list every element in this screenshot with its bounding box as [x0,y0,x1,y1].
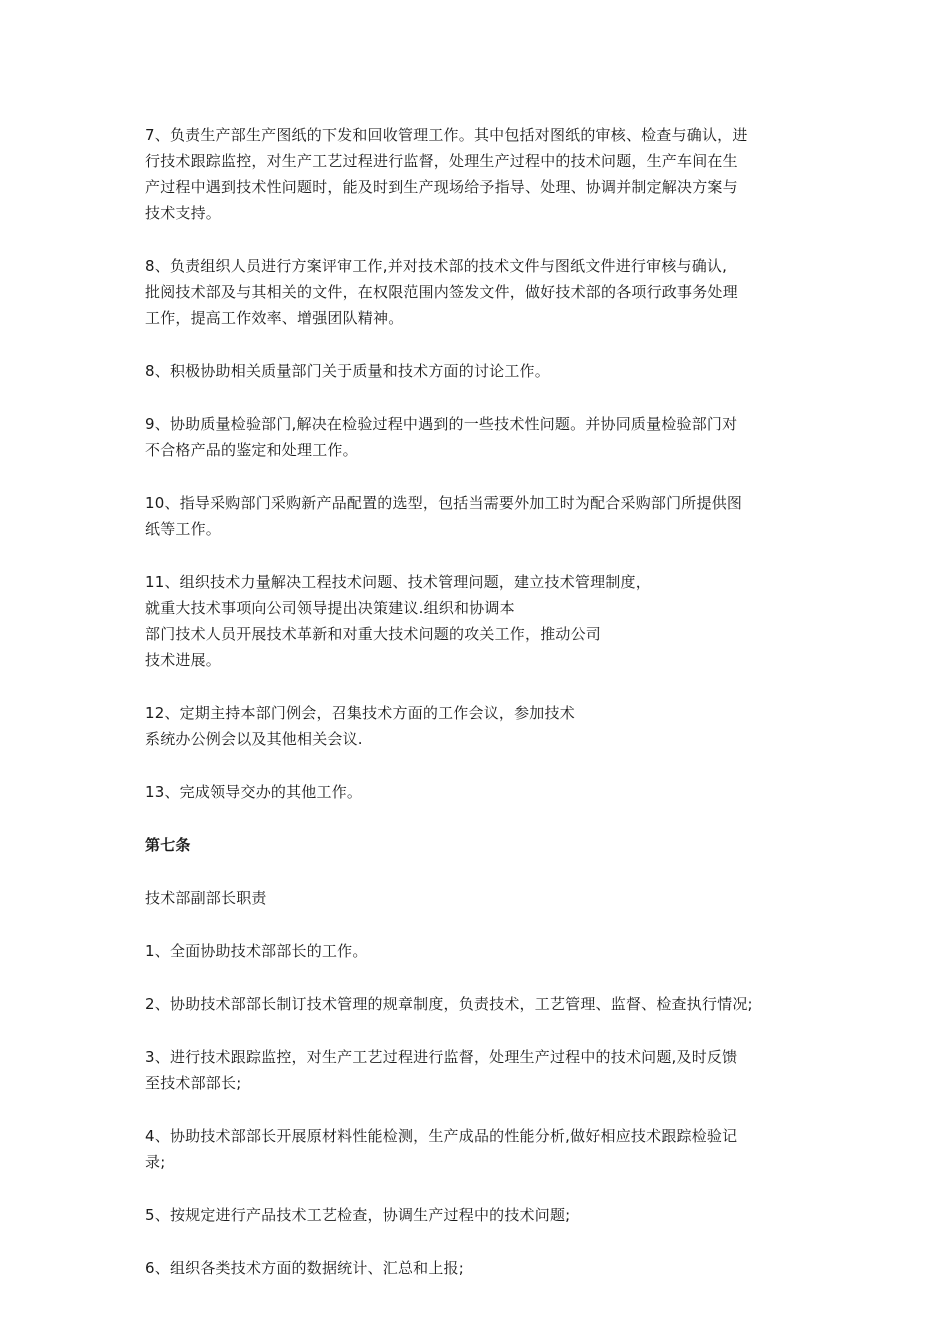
text-line: 技术部副部长职责 [145,889,267,907]
paragraph [145,253,815,331]
text-line: 部门技术人员开展技术革新和对重大技术问题的攻关工作，推动公司 [145,625,602,643]
text-line: 7、负责生产部生产图纸的下发和回收管理工作。其中包括对图纸的审核、检查与确认，进 [145,126,748,144]
text-line: 1、全面协助技术部部长的工作。 [145,942,368,960]
paragraph [145,700,815,752]
text-line: 产过程中遇到技术性问题时，能及时到生产现场给予指导、处理、协调并制定解决方案与 [145,178,738,196]
text-line: 8、负责组织人员进行方案评审工作,并对技术部的技术文件与图纸文件进行审核与确认, [145,257,728,275]
text-line: 技术支持。 [145,204,222,222]
text-line: 录; [145,1153,166,1171]
section-heading [145,832,815,858]
paragraph [145,1255,815,1281]
document-body [145,122,815,1308]
text-line: 5、按规定进行产品技术工艺检查，协调生产过程中的技术问题; [145,1206,571,1224]
text-line: 13、完成领导交办的其他工作。 [145,783,363,801]
paragraph [145,885,815,911]
paragraph [145,411,815,463]
text-line: 不合格产品的鉴定和处理工作。 [145,441,358,459]
paragraph [145,358,815,384]
text-line: 批阅技术部及与其相关的文件，在权限范围内签发文件，做好技术部的各项行政事务处理 [145,283,738,301]
paragraph [145,779,815,805]
text-line: 工作，提高工作效率、增强团队精神。 [145,309,404,327]
text-line: 第七条 [145,836,191,854]
paragraph [145,569,815,673]
text-line: 就重大技术事项向公司领导提出决策建议.组织和协调本 [145,599,515,617]
paragraph [145,1044,815,1096]
text-line: 6、组织各类技术方面的数据统计、汇总和上报; [145,1259,464,1277]
paragraph [145,122,815,226]
text-line: 4、协助技术部部长开展原材料性能检测，生产成品的性能分析,做好相应技术跟踪检验记 [145,1127,738,1145]
text-line: 行技术跟踪监控，对生产工艺过程进行监督，处理生产过程中的技术问题，生产车间在生 [145,152,738,170]
paragraph [145,1202,815,1228]
text-line: 9、协助质量检验部门,解决在检验过程中遇到的一些技术性问题。并协同质量检验部门对 [145,415,738,433]
text-line: 2、协助技术部部长制订技术管理的规章制度，负责技术，工艺管理、监督、检查执行情况; [145,995,753,1013]
text-line: 3、进行技术跟踪监控，对生产工艺过程进行监督，处理生产过程中的技术问题,及时反馈 [145,1048,738,1066]
paragraph [145,991,815,1017]
text-line: 至技术部部长; [145,1074,242,1092]
text-line: 技术进展。 [145,651,222,669]
text-line: 12、定期主持本部门例会，召集技术方面的工作会议，参加技术 [145,704,575,722]
paragraph [145,938,815,964]
paragraph [145,1123,815,1175]
paragraph [145,490,815,542]
text-line: 系统办公例会以及其他相关会议. [145,730,363,748]
text-line: 8、积极协助相关质量部门关于质量和技术方面的讨论工作。 [145,362,550,380]
text-line: 11、组织技术力量解决工程技术问题、技术管理问题，建立技术管理制度， [145,573,651,591]
text-line: 10、指导采购部门采购新产品配置的选型，包括当需要外加工时为配合采购部门所提供图 [145,494,743,512]
text-line: 纸等工作。 [145,520,222,538]
